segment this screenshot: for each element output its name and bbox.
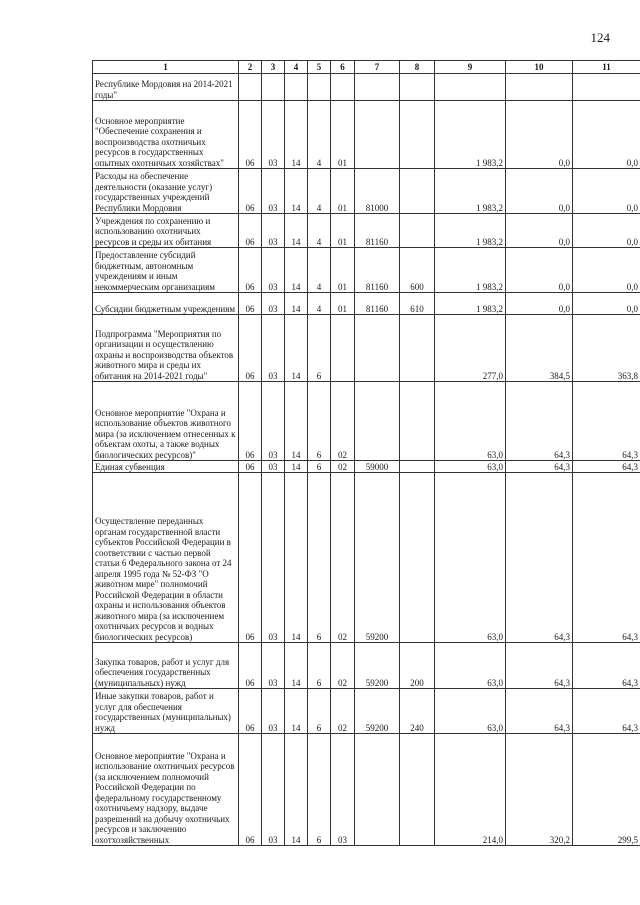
- cell-c5: 6: [308, 315, 331, 382]
- row-name-text: Учреждения по сохранению и использованию охотничьих ресурсов и среды их обитания: [95, 215, 212, 247]
- column-header: 6: [331, 61, 355, 74]
- cell-c8: [400, 315, 435, 382]
- cell-c8: [400, 214, 435, 248]
- cell-v9: 1 983,2: [435, 169, 506, 214]
- row-name: [93, 169, 239, 214]
- column-header: 1: [93, 61, 239, 74]
- row-name: [93, 74, 239, 101]
- cell-v10: 0,0: [506, 169, 573, 214]
- row-name-text: Предоставление субсидий бюджетным, автономным учреждениям и иным некоммерческим организациям: [95, 250, 215, 292]
- page-number: 124: [590, 30, 610, 45]
- table-row: [93, 169, 640, 214]
- cell-c7: [355, 382, 400, 461]
- cell-c4: 14: [285, 734, 308, 846]
- cell-v9: 1 983,2: [435, 293, 506, 315]
- cell-c2: 06: [239, 734, 262, 846]
- cell-c3: 03: [262, 461, 285, 473]
- column-header: 10: [506, 61, 573, 74]
- cell-c3: 03: [262, 734, 285, 846]
- column-header: 4: [285, 61, 308, 74]
- cell-c3: 03: [262, 214, 285, 248]
- cell-c8: [400, 734, 435, 846]
- cell-c8: [400, 101, 435, 169]
- row-name-text: Республике Мордовия на 2014-2021 годы": [95, 79, 233, 100]
- cell-v10: 64,3: [506, 473, 573, 643]
- row-name-text: Единая субвенция: [95, 461, 165, 472]
- table-body: [93, 74, 640, 846]
- cell-c7: 81000: [355, 169, 400, 214]
- cell-c4: 14: [285, 169, 308, 214]
- cell-v11: [573, 74, 640, 101]
- table-row: [93, 315, 640, 382]
- cell-c8: [400, 461, 435, 473]
- cell-v10: 0,0: [506, 293, 573, 315]
- row-name-text: Субсидии бюджетным учреждениям: [95, 303, 236, 314]
- column-header: 2: [239, 61, 262, 74]
- cell-v9: 63,0: [435, 473, 506, 643]
- cell-c2: 06: [239, 382, 262, 461]
- cell-c6: 01: [331, 293, 355, 315]
- cell-c2: 06: [239, 643, 262, 689]
- cell-v10: 0,0: [506, 101, 573, 169]
- cell-c7: [355, 734, 400, 846]
- cell-c8: 600: [400, 248, 435, 293]
- cell-c2: 06: [239, 473, 262, 643]
- cell-c8: [400, 74, 435, 101]
- cell-c5: 6: [308, 382, 331, 461]
- row-name-text: Осуществление переданных органам государственной власти субъектов Российской Федерации в соответствии с частью первой статьи 6 Федерального закона от 24 апреля 1995 года № 52-ФЗ "О животном мире" полномочий Российской Федерации в области охраны и использования объектов животного мира (за исключением охотничьих ресурсов и водных биологических ресурсов): [95, 516, 232, 642]
- cell-c4: 14: [285, 643, 308, 689]
- cell-c7: [355, 101, 400, 169]
- cell-c4: 14: [285, 461, 308, 473]
- cell-v10: 64,3: [506, 461, 573, 473]
- cell-c6: 02: [331, 382, 355, 461]
- cell-c7: 59200: [355, 473, 400, 643]
- cell-v11: 64,3: [573, 382, 640, 461]
- row-name: [93, 382, 239, 461]
- cell-c4: 14: [285, 689, 308, 734]
- cell-c7: 59200: [355, 689, 400, 734]
- cell-v9: 1 983,2: [435, 214, 506, 248]
- cell-v10: 384,5: [506, 315, 573, 382]
- cell-v9: 1 983,2: [435, 101, 506, 169]
- row-name-text: Закупка товаров, работ и услуг для обеспечения государственных (муниципальных) нужд: [95, 656, 230, 688]
- table-row: [93, 643, 640, 689]
- cell-v10: 0,0: [506, 214, 573, 248]
- cell-c7: 81160: [355, 248, 400, 293]
- cell-c7: 81160: [355, 214, 400, 248]
- column-header: 9: [435, 61, 506, 74]
- row-name: [93, 101, 239, 169]
- table-row: [93, 293, 640, 315]
- row-name-text: Расходы на обеспечение деятельности (оказание услуг) государственных учреждений Республики Мордовия: [95, 171, 213, 213]
- cell-c6: 01: [331, 169, 355, 214]
- column-header: 3: [262, 61, 285, 74]
- cell-c2: 06: [239, 214, 262, 248]
- cell-c7: 59000: [355, 461, 400, 473]
- cell-c4: 14: [285, 315, 308, 382]
- row-name: [93, 315, 239, 382]
- table-row: [93, 101, 640, 169]
- cell-c3: 03: [262, 293, 285, 315]
- cell-c2: [239, 74, 262, 101]
- cell-v11: 363,8: [573, 315, 640, 382]
- cell-c4: [285, 74, 308, 101]
- cell-v10: 320,2: [506, 734, 573, 846]
- table-row: [93, 74, 640, 101]
- table-row: [93, 473, 640, 643]
- cell-v10: [506, 74, 573, 101]
- cell-c6: [331, 74, 355, 101]
- cell-c4: 14: [285, 248, 308, 293]
- table-row: [93, 461, 640, 473]
- table-row: [93, 734, 640, 846]
- cell-c5: [308, 74, 331, 101]
- cell-c3: 03: [262, 643, 285, 689]
- cell-v9: 63,0: [435, 382, 506, 461]
- cell-v9: 63,0: [435, 689, 506, 734]
- cell-v11: 299,5: [573, 734, 640, 846]
- cell-c3: 03: [262, 315, 285, 382]
- cell-v10: 64,3: [506, 382, 573, 461]
- cell-c8: [400, 169, 435, 214]
- cell-v11: 0,0: [573, 214, 640, 248]
- cell-c5: 4: [308, 169, 331, 214]
- cell-c2: 06: [239, 248, 262, 293]
- row-name: [93, 734, 239, 846]
- cell-v11: 0,0: [573, 101, 640, 169]
- cell-v11: 0,0: [573, 293, 640, 315]
- row-name: [93, 293, 239, 315]
- cell-c5: 4: [308, 214, 331, 248]
- cell-c5: 4: [308, 248, 331, 293]
- row-name: [93, 248, 239, 293]
- table-row: [93, 382, 640, 461]
- cell-c2: 06: [239, 101, 262, 169]
- cell-v10: 64,3: [506, 643, 573, 689]
- cell-c8: [400, 473, 435, 643]
- cell-c8: [400, 382, 435, 461]
- cell-c3: [262, 74, 285, 101]
- cell-v11: 64,3: [573, 689, 640, 734]
- table-row: [93, 248, 640, 293]
- cell-c2: 06: [239, 689, 262, 734]
- cell-c6: [331, 315, 355, 382]
- cell-c5: 6: [308, 461, 331, 473]
- cell-c7: [355, 315, 400, 382]
- cell-c2: 06: [239, 315, 262, 382]
- column-header: 8: [400, 61, 435, 74]
- cell-v9: 277,0: [435, 315, 506, 382]
- cell-c8: 200: [400, 643, 435, 689]
- cell-c3: 03: [262, 689, 285, 734]
- cell-v11: 0,0: [573, 169, 640, 214]
- budget-table: [92, 60, 640, 846]
- cell-c6: 02: [331, 689, 355, 734]
- cell-c3: 03: [262, 101, 285, 169]
- cell-v9: 214,0: [435, 734, 506, 846]
- cell-c3: 03: [262, 248, 285, 293]
- cell-c4: 14: [285, 101, 308, 169]
- row-name-text: Иные закупки товаров, работ и услуг для обеспечения государственных (муниципальных) нужд: [95, 691, 231, 733]
- row-name-text: Основное мероприятие "Охрана и использование охотничьих ресурсов (за исключением полномочий Российской Федерации по федеральному государственному охотничьему надзору, выдаче разрешений на добычу охотничьих ресурсов и заключению охотхозяйственных: [95, 750, 235, 845]
- row-name: [93, 643, 239, 689]
- cell-c7: 81160: [355, 293, 400, 315]
- cell-v9: 63,0: [435, 461, 506, 473]
- cell-c7: 59200: [355, 643, 400, 689]
- cell-c4: 14: [285, 214, 308, 248]
- cell-v11: 64,3: [573, 643, 640, 689]
- cell-v10: 0,0: [506, 248, 573, 293]
- cell-c3: 03: [262, 169, 285, 214]
- row-name-text: Подпрограмма "Мероприятия по организации и осуществлению охраны и воспроизводства объектов животного мира и среды их обитания на 2014-2021 годы": [95, 328, 234, 381]
- cell-c6: 01: [331, 248, 355, 293]
- table-row: [93, 214, 640, 248]
- row-name-text: Основное мероприятие "Охрана и использование объектов животного мира (за исключением отнесенных к объектам охоты, а также водных биологических ресурсов)": [95, 407, 236, 460]
- column-header: 11: [573, 61, 640, 74]
- cell-v9: 63,0: [435, 643, 506, 689]
- cell-c5: 4: [308, 101, 331, 169]
- cell-c5: 4: [308, 293, 331, 315]
- row-name: [93, 689, 239, 734]
- cell-c3: 03: [262, 473, 285, 643]
- cell-c5: 6: [308, 734, 331, 846]
- cell-c6: 02: [331, 461, 355, 473]
- cell-v9: 1 983,2: [435, 248, 506, 293]
- cell-c4: 14: [285, 382, 308, 461]
- cell-v9: [435, 74, 506, 101]
- cell-c4: 14: [285, 473, 308, 643]
- cell-c7: [355, 74, 400, 101]
- row-name: [93, 214, 239, 248]
- cell-c8: 240: [400, 689, 435, 734]
- cell-c5: 6: [308, 689, 331, 734]
- cell-c5: 6: [308, 643, 331, 689]
- cell-c2: 06: [239, 461, 262, 473]
- cell-c3: 03: [262, 382, 285, 461]
- cell-c6: 01: [331, 214, 355, 248]
- cell-c6: 02: [331, 473, 355, 643]
- cell-c6: 03: [331, 734, 355, 846]
- cell-v11: 64,3: [573, 461, 640, 473]
- cell-c6: 02: [331, 643, 355, 689]
- cell-c6: 01: [331, 101, 355, 169]
- table-header-row: [93, 61, 640, 74]
- row-name: [93, 473, 239, 643]
- cell-c4: 14: [285, 293, 308, 315]
- cell-v10: 64,3: [506, 689, 573, 734]
- row-name: [93, 461, 239, 473]
- cell-c5: 6: [308, 473, 331, 643]
- cell-c2: 06: [239, 169, 262, 214]
- column-header: 7: [355, 61, 400, 74]
- cell-v11: 64,3: [573, 473, 640, 643]
- table-row: [93, 689, 640, 734]
- cell-c8: 610: [400, 293, 435, 315]
- cell-c2: 06: [239, 293, 262, 315]
- cell-v11: 0,0: [573, 248, 640, 293]
- column-header: 5: [308, 61, 331, 74]
- row-name-text: Основное мероприятие "Обеспечение сохранения и воспроизводства охотничьих ресурсов в государственных опытных охотничьих хозяйствах": [95, 115, 224, 168]
